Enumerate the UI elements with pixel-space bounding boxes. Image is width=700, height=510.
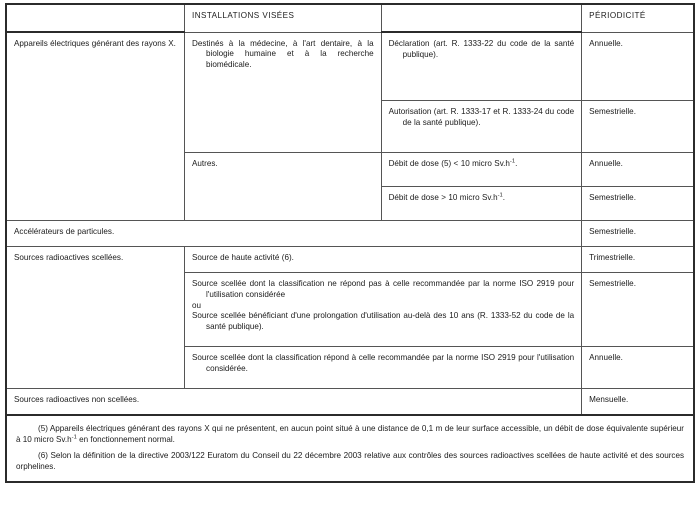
detail-text-end: .	[502, 193, 506, 202]
cell-periodicity-annuelle-1: Annuelle.	[582, 32, 694, 101]
cell-subcategory-autres: Autres.	[185, 153, 382, 221]
cell-category-appareils-electriques: Appareils électriques générant des rayons X.	[6, 32, 185, 221]
footnote-5-text-end: en fonctionnement normal.	[76, 435, 175, 445]
cell-detail-source-haute-activite: Source de haute activité (6).	[185, 247, 582, 273]
cell-periodicity-semestrielle-1: Semestrielle.	[582, 101, 694, 153]
header-cell-blank-2	[381, 4, 582, 32]
superscript-exponent: -1	[509, 158, 516, 165]
table-row	[6, 221, 694, 247]
footnote-6: (6) Selon la définition de la directive 2003/122 Euratom du Conseil du 22 décembre 2003 relative aux contrôles des sources radioactives scellées de haute activité et des sources orphelines.	[16, 450, 684, 472]
header-cell-installations: INSTALLATIONS VISÉES	[185, 4, 382, 32]
cell-periodicity-annuelle-2: Annuelle.	[582, 153, 694, 187]
cell-category-sources-non-scellees: Sources radioactives non scellées.	[6, 389, 582, 416]
cell-detail-debit-dose-sup	[381, 187, 582, 221]
cell-periodicity-semestrielle-2: Semestrielle.	[582, 187, 694, 221]
cell-category-sources-scellees: Sources radioactives scellées.	[6, 247, 185, 389]
cell-detail-iso-conforme: Source scellée dont la classification répond à celle recommandée par la norme ISO 2919 pour l'utilisation considérée.	[185, 347, 582, 389]
table-header-row	[6, 4, 694, 32]
header-cell-periodicite: PÉRIODICITÉ	[582, 4, 694, 32]
superscript-exponent: -1	[497, 192, 503, 199]
footnote-5	[16, 423, 684, 446]
cell-periodicity-annuelle-3: Annuelle.	[582, 347, 694, 389]
detail-text: Débit de dose (5) < 10 micro Sv.h	[388, 159, 510, 168]
cell-detail-autorisation: Autorisation (art. R. 1333-17 et R. 1333-24 du code de la santé publique).	[381, 101, 582, 153]
cell-detail-iso-non-conforme: Source scellée dont la classification ne répond pas à celle recommandée par la norme ISO 2919 pour l'utilisation considérée ou Source scellée bénéficiant d'une prolongation d'utilisation au-delà des 10 ans (R. 1333-52 du code de la santé publique).	[185, 273, 582, 347]
cell-periodicity-trimestrielle: Trimestrielle.	[582, 247, 694, 273]
detail-text-end: .	[515, 159, 518, 168]
installations-periodicity-table	[5, 3, 695, 416]
cell-periodicity-semestrielle-3: Semestrielle.	[582, 221, 694, 247]
header-cell-blank	[6, 4, 185, 32]
cell-category-accelerateurs-particules: Accélérateurs de particules.	[6, 221, 582, 247]
table-row	[6, 247, 694, 273]
cell-periodicity-semestrielle-4: Semestrielle.	[582, 273, 694, 347]
table-row	[6, 32, 694, 101]
cell-periodicity-mensuelle: Mensuelle.	[582, 389, 694, 416]
table-row	[6, 389, 694, 416]
cell-detail-declaration: Déclaration (art. R. 1333-22 du code de la santé publique).	[381, 32, 582, 101]
cell-subcategory-destines-medecine: Destinés à la médecine, à l'art dentaire, à la biologie humaine et à la recherche biomédicale.	[185, 32, 382, 153]
footnote-5-text: (5) Appareils électriques générant des rayons X qui ne présentent, en aucun point situé à une distance de 0,1 m de leur surface accessible, un débit de dose équivalente supérieur à 10 micro Sv.h	[16, 424, 684, 445]
footnotes-block	[5, 416, 695, 483]
superscript-exponent: -1	[71, 434, 77, 441]
cell-detail-debit-dose-inf	[381, 153, 582, 187]
detail-text: Débit de dose > 10 micro Sv.h	[388, 193, 498, 202]
